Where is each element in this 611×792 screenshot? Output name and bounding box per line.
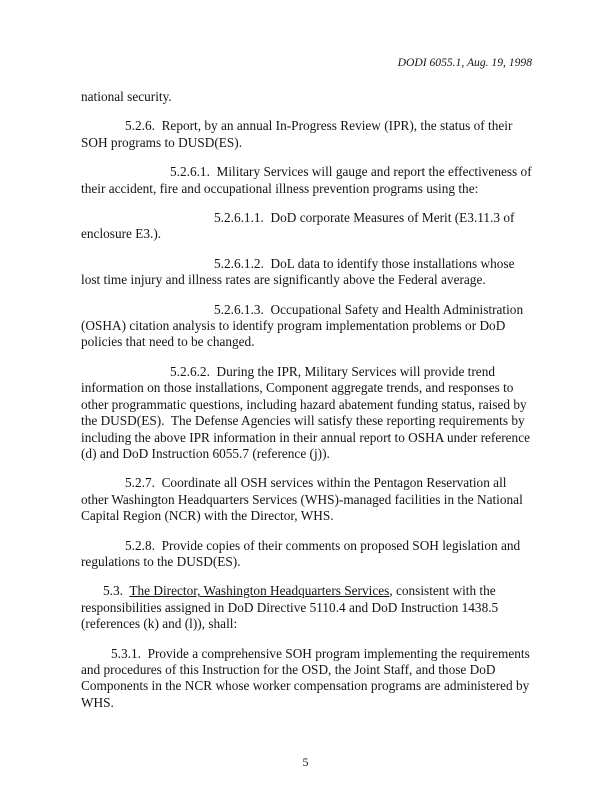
underlined-text: The Director, Washington Headquarters Services bbox=[129, 583, 390, 599]
paragraph bbox=[81, 164, 533, 197]
paragraph-text: 5.2.6.1.2. DoL data to identify those installations whose lost time injury and illness rates are significantly above the Federal average. bbox=[81, 255, 518, 288]
paragraph-text: national security. bbox=[81, 89, 172, 104]
paragraph bbox=[81, 256, 533, 289]
paragraph-text: 5.2.6.2. During the IPR, Military Services will provide trend information on those installations, Component aggregate trends, and responses to other programmatic questions, including hazard abatement funding status, raised by the DUSD(ES). The Defense Agencies will satisfy these reporting requirements by including the above IPR information in their annual report to OSHA under reference (d) and DoD Instruction 6055.7 (reference (j)). bbox=[81, 363, 534, 461]
paragraph-text: 5.3. bbox=[103, 583, 130, 599]
paragraph-text: 5.2.8. Provide copies of their comments on proposed SOH legislation and regulations to the DUSD(ES). bbox=[81, 537, 524, 569]
paragraph-text: 5.2.6.1.1. DoD corporate Measures of Merit (E3.11.3 of enclosure E3.). bbox=[81, 210, 518, 242]
paragraph bbox=[81, 302, 533, 351]
paragraph-text: 5.3.1. Provide a comprehensive SOH program implementing the requirements and procedures of this Instruction for the OSD, the Joint Staff, and those DoD Components in the NCR whose worker compensation programs are administered by WHS. bbox=[81, 645, 534, 710]
paragraph bbox=[81, 475, 533, 524]
page-number: 5 bbox=[302, 754, 309, 769]
document-reference-header: DODI 6055.1, Aug. 19, 1998 bbox=[397, 56, 532, 69]
paragraph-text: 5.2.6. Report, by an annual In-Progress Review (IPR), the status of their SOH programs to DUSD(ES). bbox=[81, 118, 516, 150]
paragraph-text: , consistent with the responsibilities assigned in DoD Directive 5110.4 and DoD Instruction 1438.5 (references (k) and (l)), shall: bbox=[81, 583, 502, 632]
paragraph bbox=[81, 210, 533, 243]
paragraph bbox=[81, 583, 533, 632]
paragraph bbox=[81, 118, 533, 151]
paragraph bbox=[81, 538, 533, 571]
paragraph bbox=[81, 89, 533, 105]
paragraph bbox=[81, 646, 533, 712]
document-body bbox=[81, 89, 533, 724]
paragraph-text: 5.2.7. Coordinate all OSH services within the Pentagon Reservation all other Washington Headquarters Services (WHS)-managed facilities in the National Capital Region (NCR) with the Director, WHS. bbox=[81, 475, 527, 524]
paragraph-text: 5.2.6.1.3. Occupational Safety and Health Administration (OSHA) citation analysis to identify program implementation problems or DoD policies that need to be changed. bbox=[81, 301, 527, 350]
paragraph-text: 5.2.6.1. Military Services will gauge and report the effectiveness of their accident, fire and occupational illness prevention programs using the: bbox=[81, 164, 535, 196]
paragraph bbox=[81, 364, 533, 462]
